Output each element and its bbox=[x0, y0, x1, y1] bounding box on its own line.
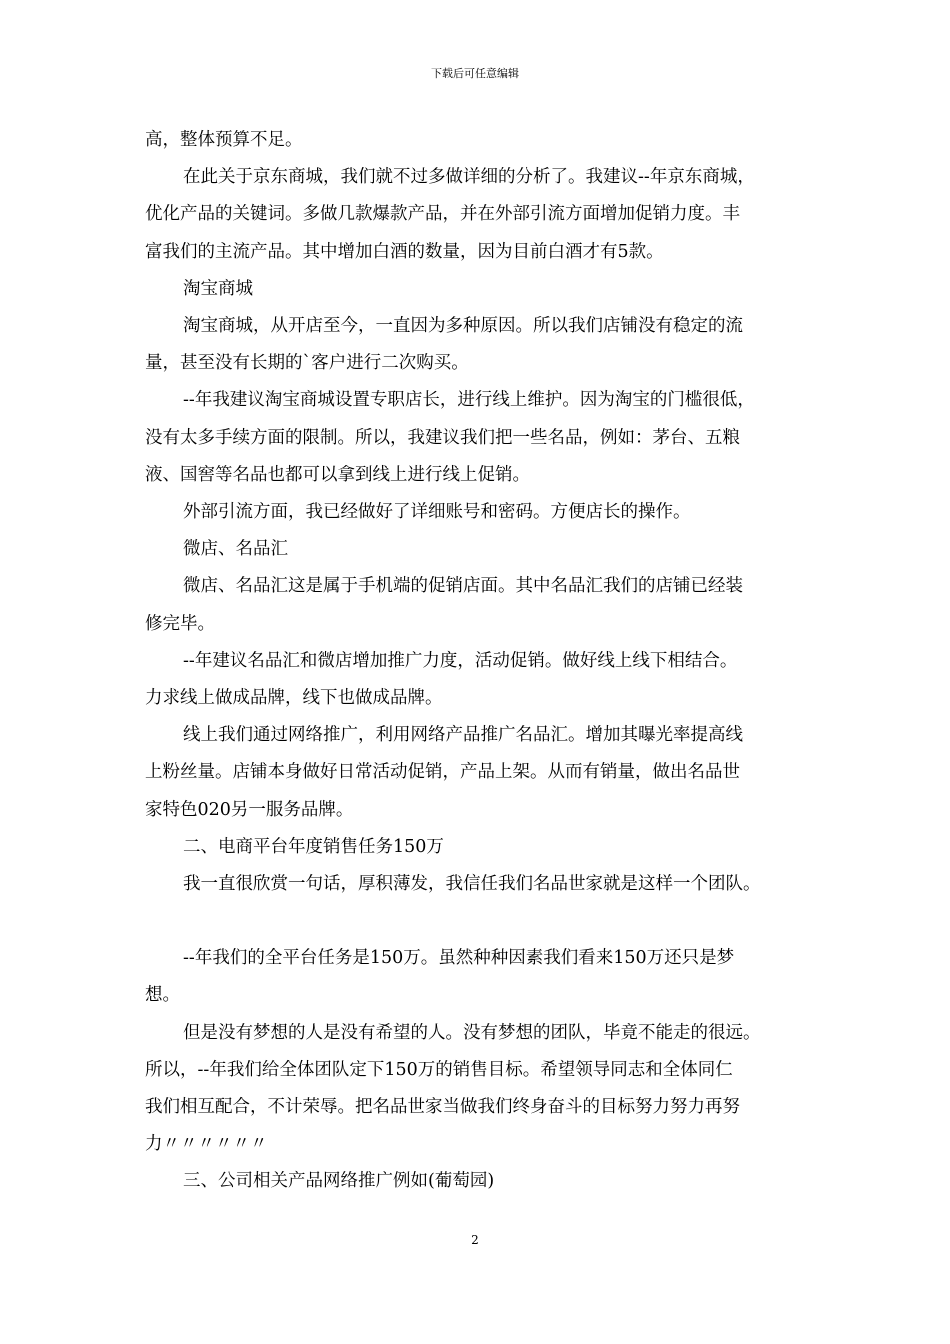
text-line: 优化产品的关键词。多做几款爆款产品，并在外部引流方面增加促销力度。丰 bbox=[145, 204, 740, 225]
text-line: 微店、名品汇 bbox=[183, 539, 288, 560]
text-line: 我一直很欣赏一句话，厚积薄发，我信任我们名品世家就是这样一个团队。 bbox=[183, 874, 761, 895]
text-line: --年我建议淘宝商城设置专职店长，进行线上维护。因为淘宝的门槛很低， bbox=[183, 390, 755, 411]
page-header: 下载后可任意编辑 bbox=[431, 67, 519, 80]
text-line: 二、电商平台年度销售任务150万 bbox=[183, 836, 444, 857]
page-number: 2 bbox=[471, 1233, 479, 1247]
text-line: 外部引流方面，我已经做好了详细账号和密码。方便店长的操作。 bbox=[183, 502, 691, 523]
text-line: 淘宝商城，从开店至今，一直因为多种原因。所以我们店铺没有稳定的流 bbox=[183, 316, 743, 337]
text-line: 高，整体预算不足。 bbox=[145, 130, 303, 150]
document-body bbox=[145, 122, 815, 1201]
text-line: 微店、名品汇这是属于手机端的促销店面。其中名品汇我们的店铺已经装 bbox=[183, 576, 743, 597]
text-line: 量，甚至没有长期的`客户进行二次购买。 bbox=[145, 353, 469, 374]
text-line: 液、国窖等名品也都可以拿到线上进行线上促销。 bbox=[145, 464, 530, 485]
text-line: --年建议名品汇和微店增加推广力度，活动促销。做好线上线下相结合。 bbox=[183, 650, 738, 671]
text-line: 上粉丝量。店铺本身做好日常活动促销，产品上架。从而有销量，做出名品世 bbox=[145, 762, 740, 783]
text-line: 但是没有梦想的人是没有希望的人。没有梦想的团队，毕竟不能走的很远。 bbox=[183, 1022, 761, 1043]
text-line: 富我们的主流产品。其中增加白酒的数量，因为目前白酒才有5款。 bbox=[145, 241, 664, 262]
text-line: 在此关于京东商城，我们就不过多做详细的分析了。我建议--年京东商城， bbox=[183, 167, 755, 188]
text-line: 家特色020另一服务品牌。 bbox=[145, 799, 354, 820]
text-line: 力求线上做成品牌，线下也做成品牌。 bbox=[145, 688, 443, 709]
text-line: 三、公司相关产品网络推广例如(葡萄园) bbox=[183, 1171, 495, 1192]
text-line: 所以，--年我们给全体团队定下150万的销售目标。希望领导同志和全体同仁 bbox=[145, 1059, 733, 1080]
text-line: --年我们的全平台任务是150万。虽然种种因素我们看来150万还只是梦 bbox=[183, 948, 735, 969]
text-line: 力〃〃〃〃〃〃 bbox=[145, 1134, 268, 1155]
text-line: 想。 bbox=[145, 985, 180, 1006]
text-line: 没有太多手续方面的限制。所以，我建议我们把一些名品，例如：茅台、五粮 bbox=[145, 427, 740, 448]
text-line: 我们相互配合，不计荣辱。把名品世家当做我们终身奋斗的目标努力努力再努 bbox=[145, 1097, 740, 1118]
blank-line bbox=[145, 903, 815, 940]
text-line: 线上我们通过网络推广，利用网络产品推广名品汇。增加其曝光率提高线 bbox=[183, 725, 743, 746]
text-line: 修完毕。 bbox=[145, 613, 215, 634]
text-line: 淘宝商城 bbox=[183, 278, 253, 299]
